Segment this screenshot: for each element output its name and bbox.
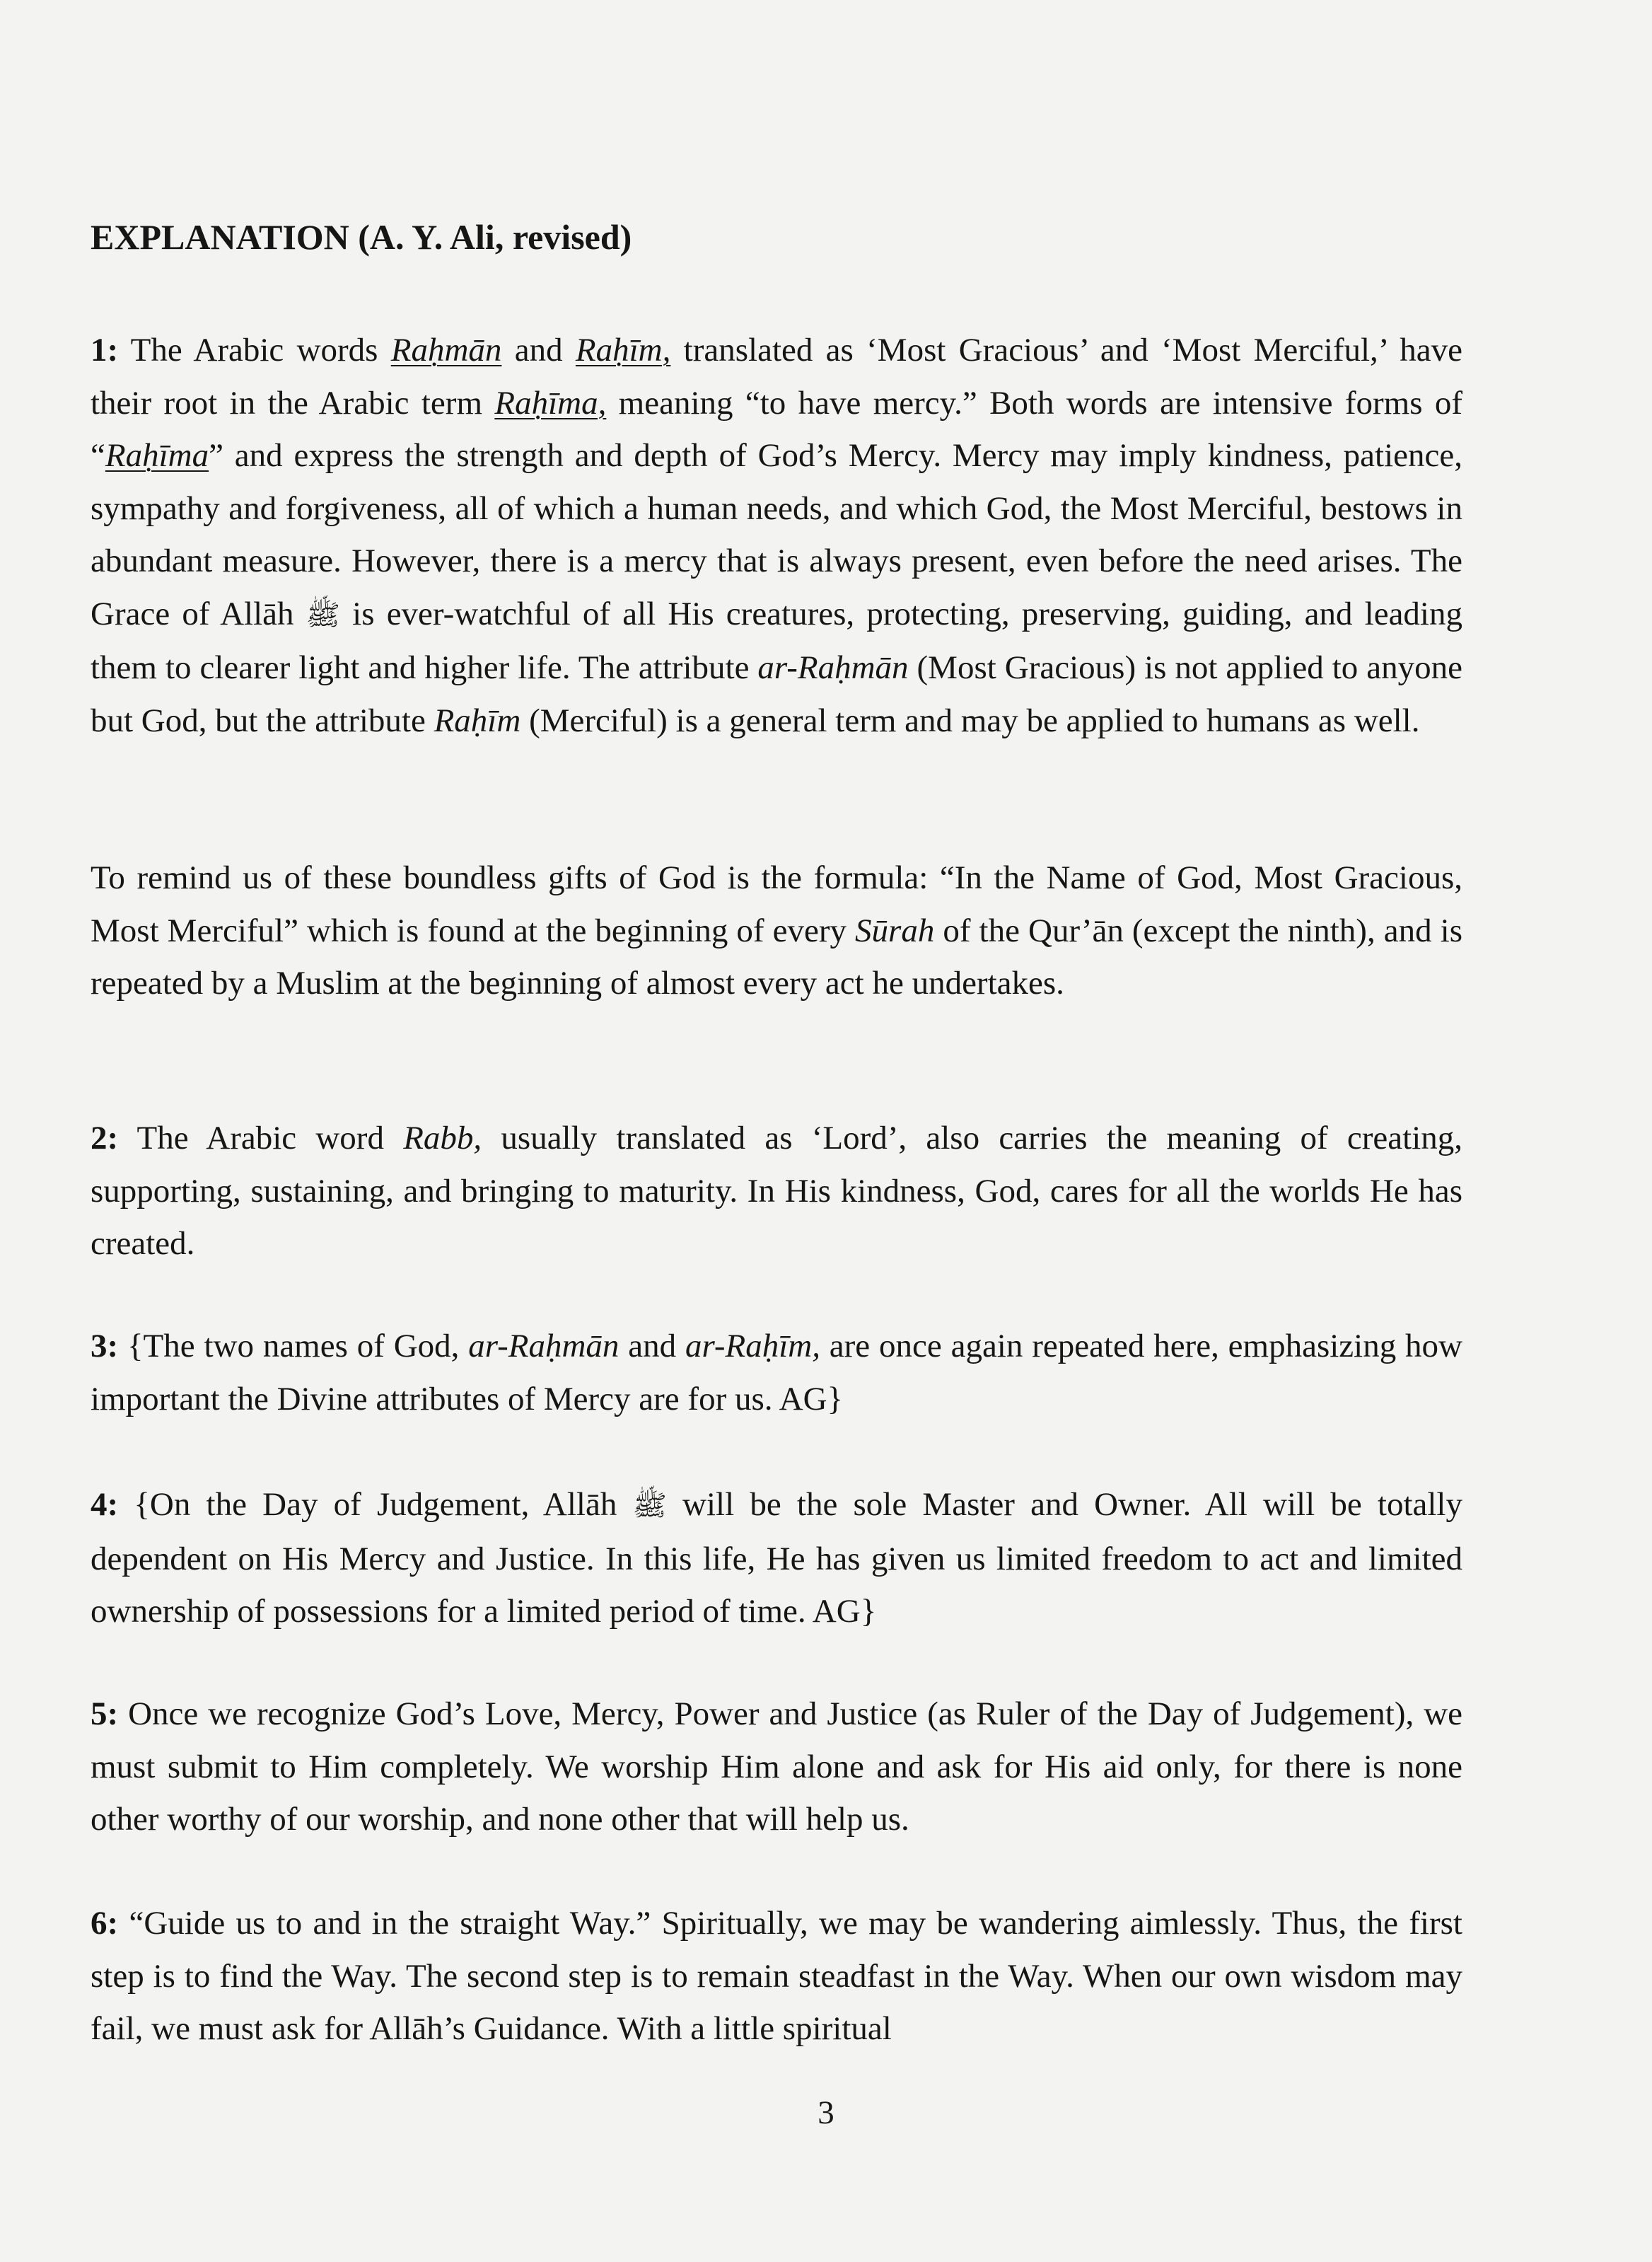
term: Raḥmān bbox=[390, 332, 502, 369]
note-number: 4: bbox=[91, 1486, 119, 1523]
text-run: is ever-watchful of all His creatures, protecting, preserving, guiding, and leading them to clearer light and higher life. The attribute bbox=[91, 595, 1462, 686]
text-run: will be the sole Master and Owner. All will be totally dependent on His Mercy and Justice. In this life, He has given us limited freedom to act and limited ownership of possessions for a limited period of time. AG} bbox=[91, 1486, 1462, 1630]
text-run: and bbox=[619, 1328, 685, 1364]
text-run: meaning “to have mercy.” Both words are intensive forms of “ bbox=[91, 384, 1462, 474]
note-number: 6: bbox=[91, 1905, 119, 1942]
note-1-continuation bbox=[91, 852, 1462, 1010]
term: ar-Raḥīm, bbox=[685, 1328, 820, 1364]
note-2 bbox=[91, 1112, 1462, 1270]
term: ar-Raḥmān bbox=[468, 1328, 620, 1364]
note-3 bbox=[91, 1320, 1462, 1425]
text-run: “Guide us to and in the straight Way.” Spiritually, we may be wandering aimlessly. Thus, the first step is to find the Way. The second step is to remain steadfast in the Way. When our own wisdom may fail, we must ask for Allāh’s Guidance. With a little spiritual bbox=[91, 1905, 1462, 2047]
note-number: 2: bbox=[91, 1120, 119, 1156]
text-run: Once we recognize God’s Love, Mercy, Power and Justice (as Ruler of the Day of Judgement), we must submit to Him completely. We worship Him alone and ask for His aid only, for there is none other worthy of our worship, and none other that will help us. bbox=[91, 1695, 1462, 1838]
honorific-calligraphy-icon: ﷺ bbox=[306, 598, 340, 632]
note-6 bbox=[91, 1897, 1462, 2055]
note-number: 5: bbox=[91, 1695, 119, 1732]
term: Sūrah bbox=[855, 912, 935, 949]
text-run: To remind us of these boundless gifts of God is the formula: “In the Name of God, Most Gracious, Most Merciful” which is found at the beginning of every bbox=[91, 859, 1462, 949]
page-number: 3 bbox=[818, 2094, 834, 2131]
note-5 bbox=[91, 1688, 1462, 1846]
note-4 bbox=[91, 1478, 1462, 1638]
term: Raḥīma bbox=[105, 437, 209, 474]
text-run: (Most Gracious) is not applied to anyone but God, but the attribute bbox=[91, 649, 1462, 739]
text-run: are once again repeated here, emphasizing how important the Divine attributes of Mercy are for us. AG} bbox=[91, 1328, 1462, 1417]
text-run: ” and express the strength and depth of God’s Mercy. Mercy may imply kindness, patience, sympathy and forgiveness, all of which a human needs, and which God, the Most Merciful, bestows in abundant measure. However, there is a mercy that is always present, even before the need arises. The Grace of Allāh bbox=[91, 437, 1462, 632]
section-heading: EXPLANATION (A. Y. Ali, revised) bbox=[91, 217, 632, 257]
text-run: The Arabic word bbox=[118, 1120, 404, 1156]
term: Raḥīm bbox=[434, 702, 521, 739]
text-run: {On the Day of Judgement, Allāh bbox=[118, 1486, 633, 1523]
text-run: usually translated as ‘Lord’, also carries the meaning of creating, supporting, sustaining, and bringing to maturity. In His kindness, God, cares for all the worlds He has created. bbox=[91, 1120, 1462, 1262]
text-run: of the Qur’ān (except the ninth), and is repeated by a Muslim at the beginning of almost every act he undertakes. bbox=[91, 912, 1462, 1002]
term: ar-Raḥmān bbox=[757, 649, 909, 686]
term: Raḥīm, bbox=[575, 332, 671, 369]
note-1 bbox=[91, 324, 1462, 747]
text-run: The Arabic words bbox=[118, 332, 391, 369]
text-run: and bbox=[501, 332, 576, 369]
text-run: (Merciful) is a general term and may be applied to humans as well. bbox=[520, 702, 1420, 739]
term: Rabb, bbox=[403, 1120, 482, 1156]
text-run: {The two names of God, bbox=[118, 1328, 469, 1364]
note-number: 1: bbox=[91, 332, 119, 369]
honorific-calligraphy-icon: ﷺ bbox=[632, 1490, 667, 1522]
note-number: 3: bbox=[91, 1328, 119, 1364]
term: Raḥīma, bbox=[494, 384, 607, 422]
text-run: translated as ‘Most Gracious’ and ‘Most Merciful,’ have their root in the Arabic term bbox=[91, 332, 1462, 422]
